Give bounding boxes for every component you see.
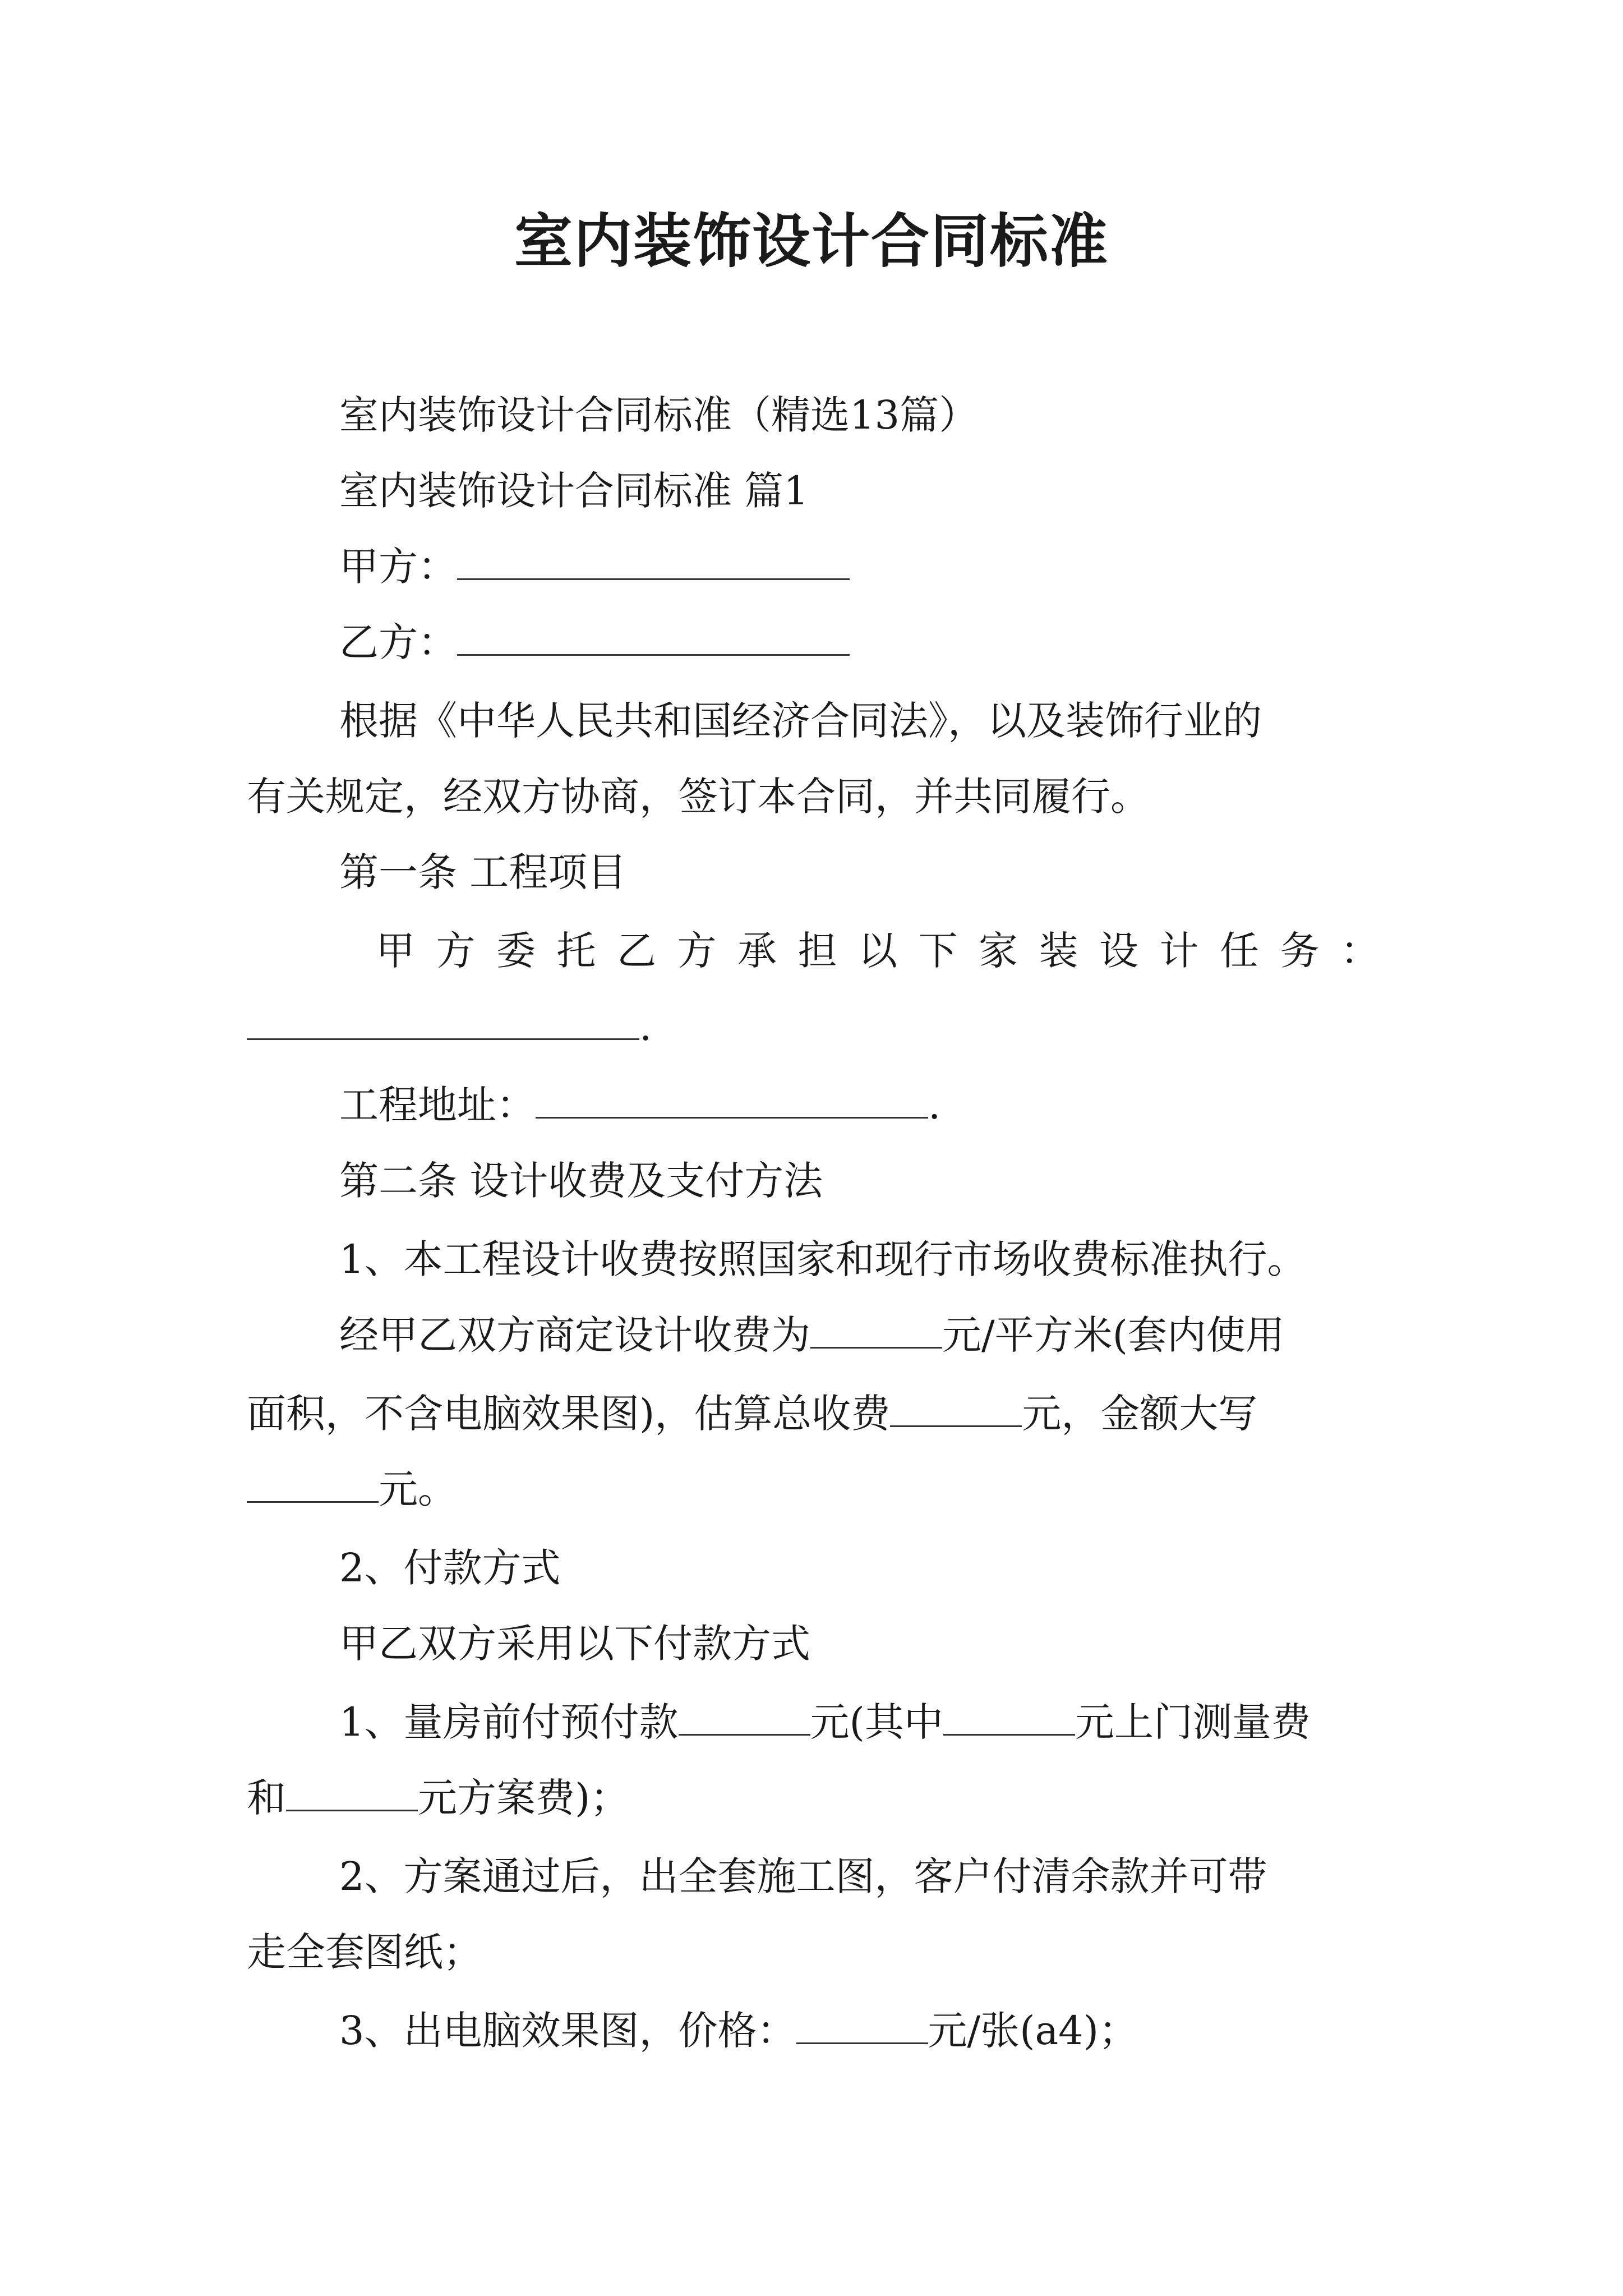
task-char: 务 <box>1280 928 1320 974</box>
address-blank <box>536 1082 928 1119</box>
fee-text: 元，金额大写 <box>1022 1391 1258 1437</box>
address-line <box>339 1077 940 1133</box>
task-char: 托 <box>556 928 596 974</box>
task-char: 家 <box>979 928 1018 974</box>
scheme-fee-blank <box>286 1775 418 1811</box>
task-blank <box>247 1004 639 1040</box>
payment-text: 3、出电脑效果图，价格： <box>339 2008 796 2054</box>
basis-line-1: 根据《中华人民共和国经济合同法》，以及装饰行业的 <box>339 698 1262 744</box>
task-char: 任 <box>1220 928 1259 974</box>
fee-text: 元/平方米(套内使用 <box>942 1312 1285 1358</box>
fee-text: 经甲乙双方商定设计收费为 <box>339 1312 810 1358</box>
task-char: 以 <box>858 928 897 974</box>
payment-item-2: 2、方案通过后，出全套施工图，客户付清余款并可带 <box>339 1853 1267 1899</box>
task-char: 方 <box>677 928 717 974</box>
article-1-heading: 第一条 工程项目 <box>339 849 627 895</box>
subtitle: 室内装饰设计合同标准（精选13篇） <box>339 392 979 438</box>
period: . <box>639 1004 652 1050</box>
document-title: 室内装饰设计合同标准 <box>514 207 1109 275</box>
payment-intro: 甲乙双方采用以下付款方式 <box>339 1621 810 1667</box>
address-label: 工程地址： <box>339 1082 536 1128</box>
fee-line-1: 1、本工程设计收费按照国家和现行市场收费标准执行。 <box>339 1236 1307 1282</box>
payment-text: 元上门测量费 <box>1075 1699 1311 1745</box>
period: . <box>928 1082 941 1128</box>
task-char: 乙 <box>617 928 656 974</box>
payment-text: 和 <box>247 1775 286 1821</box>
payment-text: 元方案费)； <box>418 1775 630 1821</box>
fee-text: 元。 <box>379 1466 457 1512</box>
total-fee-blank <box>890 1391 1022 1427</box>
task-char: 甲 <box>376 928 415 974</box>
payment-item-1 <box>339 1694 1311 1750</box>
task-char: 委 <box>496 928 536 974</box>
task-char: 下 <box>918 928 958 974</box>
fee-line-4 <box>247 1461 457 1517</box>
payment-text: 1、量房前付预付款 <box>339 1699 679 1745</box>
task-char: 装 <box>1039 928 1078 974</box>
render-price-blank <box>796 2008 928 2044</box>
party-a-label: 甲方： <box>339 544 457 590</box>
party-b-line <box>339 614 850 670</box>
fee-line-2 <box>339 1307 1285 1363</box>
article-2-heading: 第二条 设计收费及支付方法 <box>339 1158 823 1204</box>
fee-text: 面积，不含电脑效果图)，估算总收费 <box>247 1391 891 1437</box>
prepayment-blank <box>679 1699 810 1736</box>
payment-heading: 2、付款方式 <box>339 1545 561 1591</box>
party-b-blank <box>457 619 850 656</box>
fee-per-sqm-blank <box>810 1312 942 1349</box>
task-char: 担 <box>797 928 837 974</box>
measure-fee-blank <box>943 1699 1075 1736</box>
payment-text: 元/张(a4)； <box>928 2008 1138 2054</box>
party-a-blank <box>457 544 850 580</box>
task-char: 设 <box>1099 928 1138 974</box>
payment-item-3 <box>339 2003 1138 2059</box>
party-a-line <box>339 539 850 595</box>
task-char: 承 <box>737 928 777 974</box>
party-b-label: 乙方： <box>339 619 457 665</box>
chapter-heading: 室内装饰设计合同标准 篇1 <box>339 468 809 514</box>
task-char: 方 <box>436 928 476 974</box>
payment-text: 元(其中 <box>810 1699 943 1745</box>
fee-line-3 <box>247 1386 1257 1442</box>
article-1-task-line <box>376 923 1380 979</box>
amount-words-blank <box>247 1466 379 1503</box>
basis-line-2: 有关规定，经双方协商，签订本合同，并共同履行。 <box>247 774 1150 820</box>
task-char: ： <box>1340 928 1380 974</box>
task-blank-line <box>247 999 652 1055</box>
task-char: 计 <box>1159 928 1199 974</box>
payment-item-2-cont: 走全套图纸； <box>247 1929 482 1975</box>
payment-item-1-cont <box>247 1770 629 1826</box>
